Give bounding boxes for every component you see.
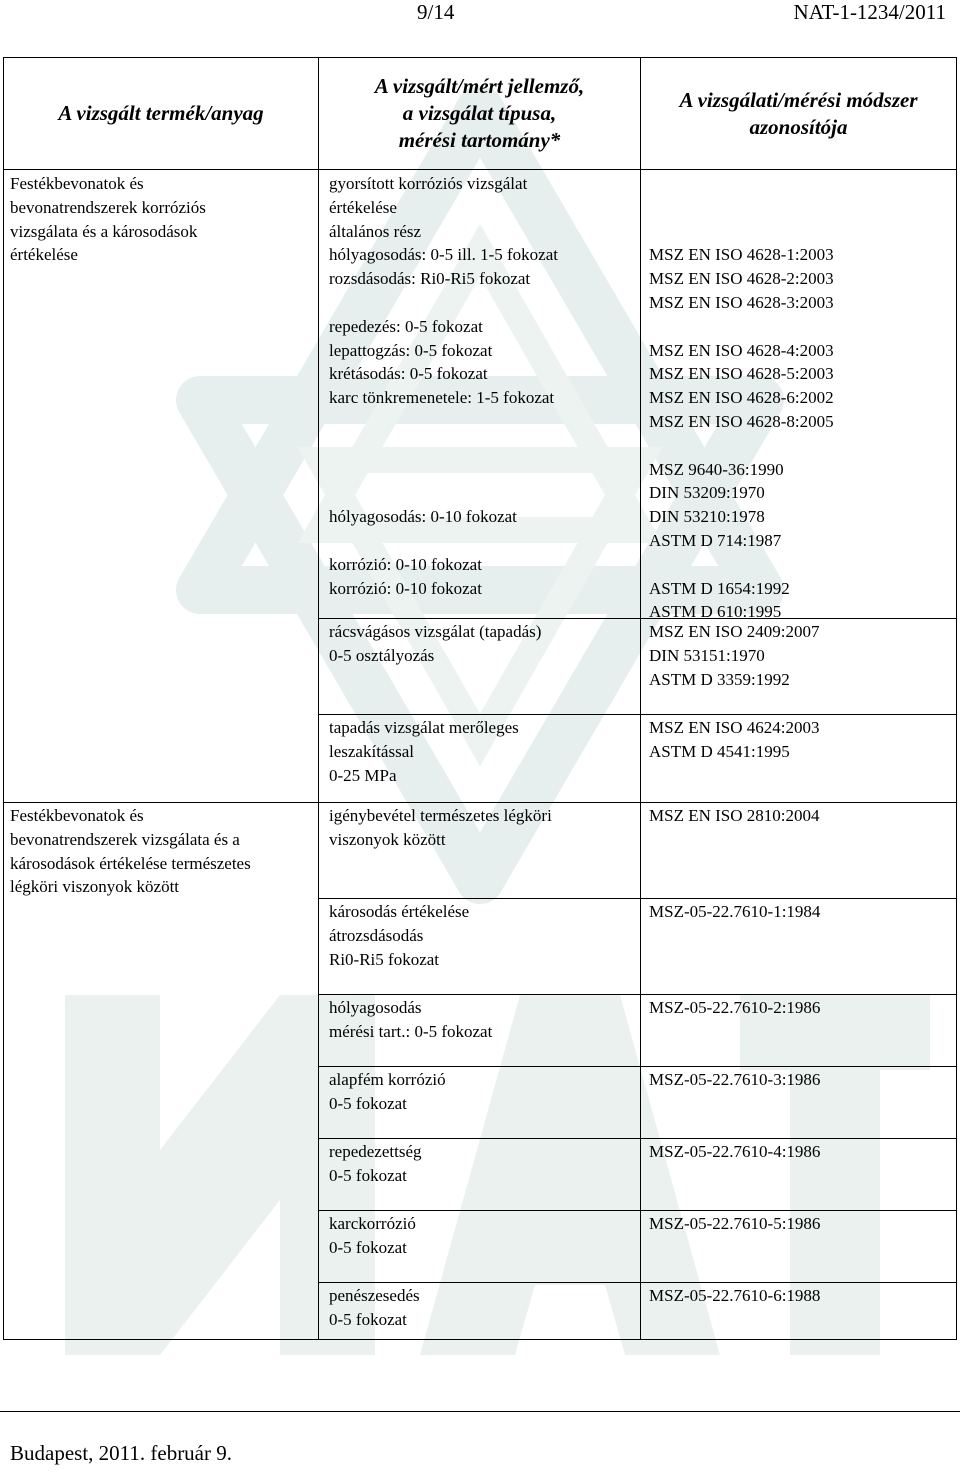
method-cell: MSZ-05-22.7610-3:1986 <box>649 1070 821 1089</box>
method-cell: MSZ-05-22.7610-1:1984 <box>649 902 821 921</box>
method-cell: MSZ EN ISO 4624:2003 ASTM D 4541:1995 <box>649 718 820 761</box>
method-cell: MSZ-05-22.7610-2:1986 <box>649 998 821 1017</box>
row-divider <box>319 618 956 619</box>
method-cell: MSZ-05-22.7610-5:1986 <box>649 1214 821 1233</box>
property-cell: károsodás értékelése átrozsdásodás Ri0-Ri5 fokozat <box>329 902 470 969</box>
row-divider <box>319 802 956 803</box>
product-cell: Festékbevonatok és bevonatrendszerek korróziós vizsgálata és a károsodások értékelése <box>10 174 206 265</box>
row-divider <box>319 714 956 715</box>
property-cell: alapfém korrózió 0-5 fokozat <box>329 1070 446 1113</box>
row-divider <box>319 1066 956 1067</box>
method-cell: MSZ EN ISO 2409:2007 DIN 53151:1970 ASTM D 3359:1992 <box>649 622 820 689</box>
row-divider <box>319 1138 956 1139</box>
property-cell: tapadás vizsgálat merőleges leszakítással 0-25 MPa <box>329 718 519 785</box>
document-id: NAT-1-1234/2011 <box>793 0 946 24</box>
footer-rule <box>0 1411 960 1412</box>
footer-place-date: Budapest, 2011. február 9. <box>10 1441 232 1465</box>
property-cell: gyorsított korróziós vizsgálat értékelése általános rész hólyagosodás: 0-5 ill. 1-5 fokozat rozsdásodás: Ri0-Ri5 fokozat repedezés: 0-5 fokozat lepattogzás: 0-5 fokozat krétásodás: 0-5 fokozat karc tönkremenetele: 1-5 fokozat hólyagosodás: 0-10 fokozat korrózió: 0-10 fokozat korrózió: 0-10 fokozat <box>329 174 558 598</box>
method-cell: MSZ-05-22.7610-4:1986 <box>649 1142 821 1161</box>
column-header-property: A vizsgált/mért jellemző, a vizsgálat típusa, mérési tartomány* <box>374 74 585 152</box>
header-divider <box>4 169 956 170</box>
property-cell: penészesedés 0-5 fokozat <box>329 1286 420 1329</box>
page-number: 9/14 <box>417 0 455 24</box>
method-cell: MSZ-05-22.7610-6:1988 <box>649 1286 821 1305</box>
row-divider <box>319 898 956 899</box>
row-divider <box>319 1282 956 1283</box>
row-divider <box>319 994 956 995</box>
product-cell: Festékbevonatok és bevonatrendszerek vizsgálata és a károsodások értékelése természetes légköri viszonyok között <box>10 806 251 897</box>
property-cell: igénybevétel természetes légköri viszonyok között <box>329 806 552 849</box>
product-divider <box>4 802 319 803</box>
property-cell: repedezettség 0-5 fokozat <box>329 1142 422 1185</box>
property-cell: karckorrózió 0-5 fokozat <box>329 1214 416 1257</box>
column-header-method: A vizsgálati/mérési módszer azonosítója <box>679 87 918 139</box>
row-divider <box>319 1210 956 1211</box>
method-cell: MSZ EN ISO 4628-1:2003 MSZ EN ISO 4628-2:2003 MSZ EN ISO 4628-3:2003 MSZ EN ISO 4628-4:2003 MSZ EN ISO 4628-5:2003 MSZ EN ISO 4628-6:2002 MSZ EN ISO 4628-8:2005 MSZ 9640-36:1990 DIN 53209:1970 DIN 53210:1978 ASTM D 714:1987 ASTM D 1654:1992 ASTM D 610:1995 <box>649 245 834 622</box>
accreditation-table <box>3 57 957 1340</box>
method-cell: MSZ EN ISO 2810:2004 <box>649 806 820 825</box>
property-cell: hólyagosodás mérési tart.: 0-5 fokozat <box>329 998 493 1041</box>
column-divider <box>640 58 641 1339</box>
column-header-product: A vizsgált termék/anyag <box>58 101 264 125</box>
column-divider <box>318 58 319 1339</box>
property-cell: rácsvágásos vizsgálat (tapadás) 0-5 osztályozás <box>329 622 542 665</box>
